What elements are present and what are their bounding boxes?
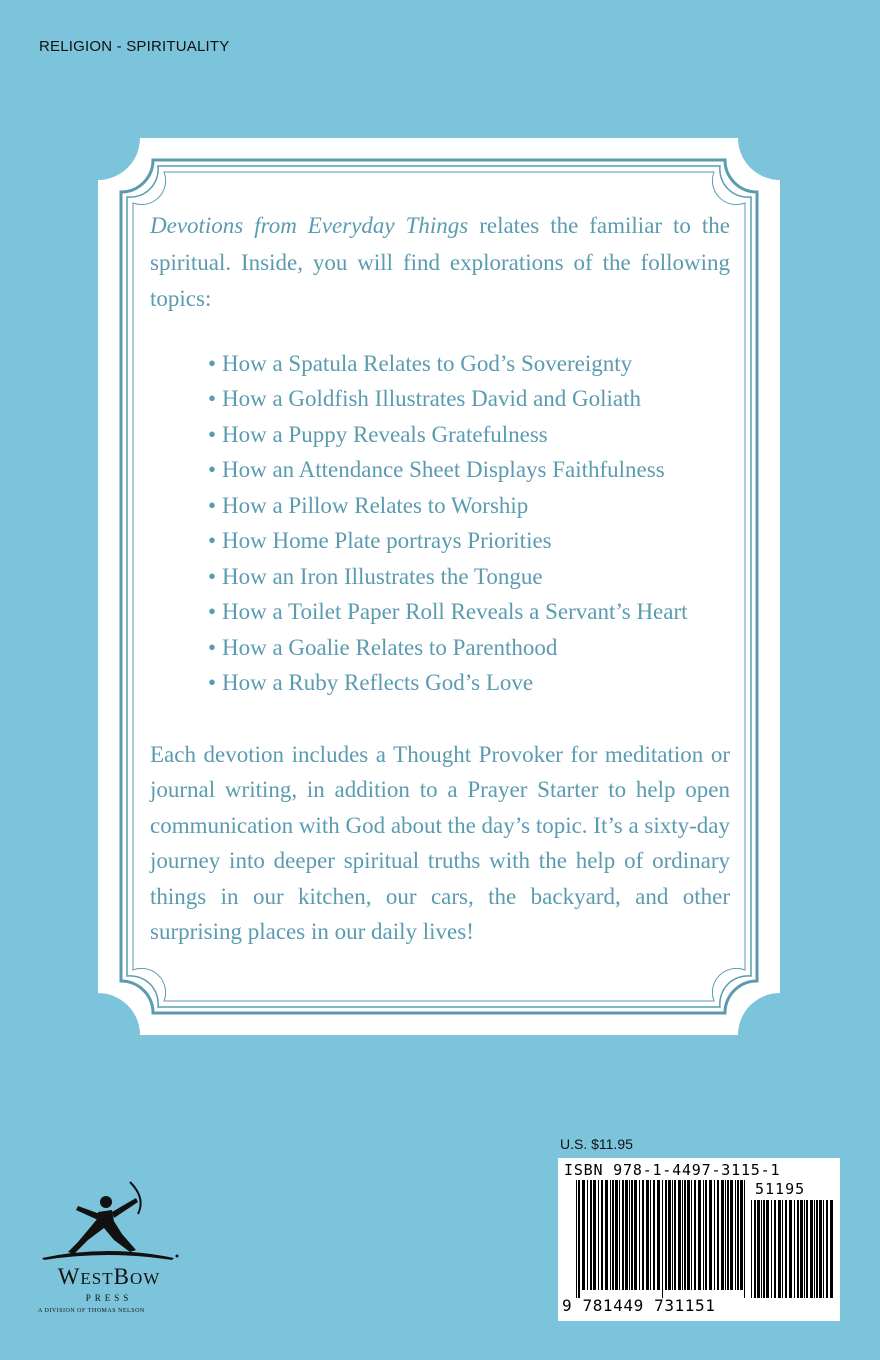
- bullet-icon: •: [208, 563, 217, 589]
- price-label: U.S. $11.95: [560, 1136, 633, 1152]
- publisher-division: A DIVISION OF THOMAS NELSON: [38, 1308, 145, 1314]
- list-item: • How a Goldfish Illustrates David and Goliath: [208, 381, 730, 417]
- book-title: Devotions from Everyday Things: [150, 213, 469, 238]
- bullet-icon: •: [208, 670, 217, 695]
- list-item: • How an Iron Illustrates the Tongue: [208, 559, 730, 595]
- intro-paragraph: [150, 208, 730, 318]
- closing-paragraph: Each devotion includes a Thought Provoker for meditation or journal writing, in addition to a Prayer Starter to help open communication with God about the day’s topic. It’s a sixty-day journey into deeper spiritual truths with the help of ordinary things in our kitchen, our cars, the backyard, and other surprising places in our daily lives!: [150, 741, 731, 944]
- bullet-icon: •: [208, 528, 217, 553]
- barcode-addon-bars: [751, 1200, 835, 1298]
- bullet-icon: •: [208, 457, 217, 482]
- list-item: • How an Attendance Sheet Displays Faithfulness: [208, 452, 730, 488]
- barcode-addon-number: 51195: [755, 1180, 806, 1198]
- bullet-icon: •: [208, 599, 217, 624]
- topic-list: [208, 346, 730, 701]
- bullet-icon: •: [208, 421, 217, 447]
- bullet-icon: •: [208, 386, 217, 411]
- list-item: • How a Spatula Relates to God’s Sovereignty: [208, 346, 730, 382]
- barcode: [558, 1158, 840, 1321]
- list-item: • How a Goalie Relates to Parenthood: [208, 630, 730, 666]
- list-item: • How Home Plate portrays Priorities: [208, 523, 730, 559]
- intro-text: relates the familiar to the spiritual. Inside, you will find explorations of the following topics:: [150, 213, 730, 311]
- list-item: • How a Pillow Relates to Worship: [208, 488, 730, 524]
- list-item: • How a Ruby Reflects God’s Love: [208, 665, 730, 701]
- bullet-icon: •: [208, 492, 217, 518]
- publisher-logo: [38, 1178, 188, 1314]
- description-block: [150, 208, 730, 950]
- list-item: • How a Puppy Reveals Gratefulness: [208, 417, 730, 453]
- bullet-icon: •: [208, 350, 217, 376]
- list-item: • How a Toilet Paper Roll Reveals a Servant’s Heart: [208, 594, 730, 630]
- archer-icon: [38, 1178, 180, 1264]
- isbn-text: ISBN 978-1-4497-3115-1: [564, 1161, 781, 1179]
- category-label: RELIGION - SPIRITUALITY: [39, 38, 230, 55]
- publisher-sub: PRESS: [85, 1293, 133, 1303]
- publisher-name: WESTBOW: [57, 1264, 161, 1289]
- ean-number: 9 781449 731151: [562, 1296, 716, 1315]
- barcode-bars: [576, 1180, 748, 1298]
- bullet-icon: •: [208, 634, 217, 660]
